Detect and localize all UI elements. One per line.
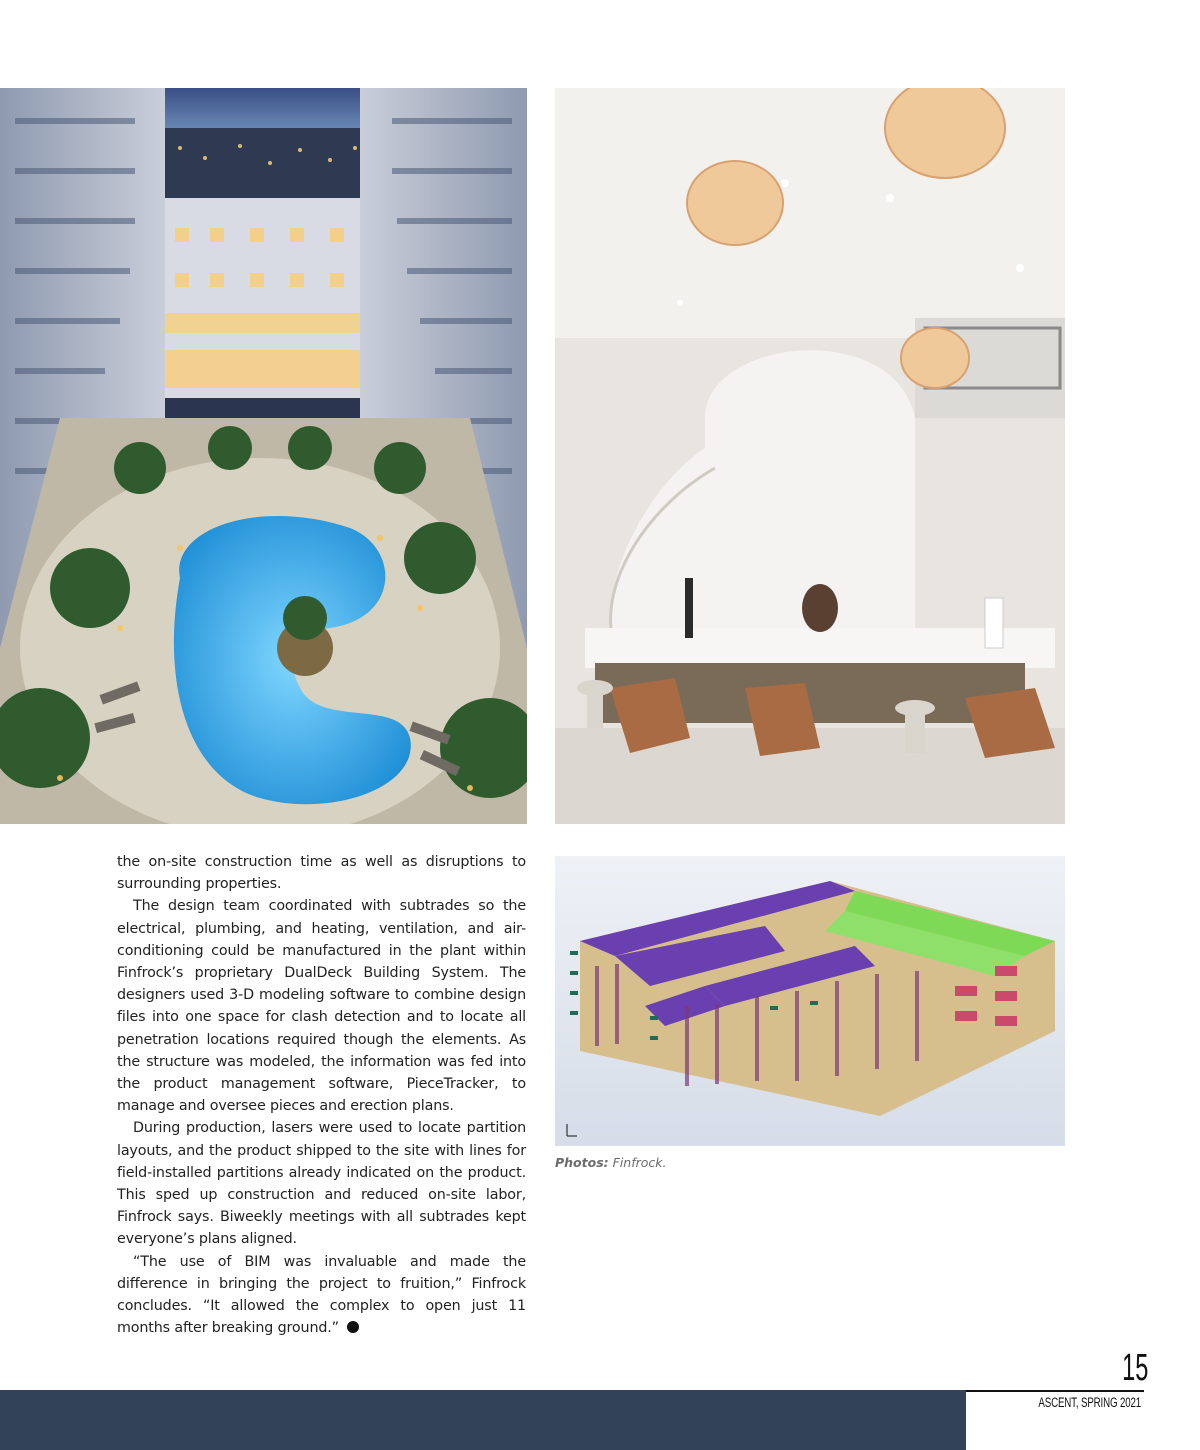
article-closing-text: “The use of BIM was invaluable and made the difference in bringing the project to fruition,” Finfrock concludes. “It allowed the complex to open just 11 months after breaking ground.” xyxy=(117,1253,526,1337)
article-body xyxy=(117,851,526,1339)
lobby-staircase-photo xyxy=(555,88,1065,824)
lobby-illustration xyxy=(555,88,1065,824)
footer-color-bar xyxy=(0,1390,966,1450)
caption-label: Photos: xyxy=(555,1155,609,1170)
article-paragraph: During production, lasers were used to locate partition layouts, and the product shipped to the site with lines for field-installed partitions already indicated on the product. This sped up construction and reduced on-site labor, Finfrock says. Biweekly meetings with all subtrades kept everyone’s plans aligned. xyxy=(117,1120,526,1248)
courtyard-pool-illustration xyxy=(0,88,527,824)
photo-caption xyxy=(555,1155,667,1170)
end-of-article-mark xyxy=(347,1321,359,1333)
bim-model-illustration xyxy=(555,856,1065,1146)
bim-model-render xyxy=(555,856,1065,1146)
page-number: 15 xyxy=(1122,1347,1149,1389)
article-paragraph: the on-site construction time as well as disruptions to surrounding properties. xyxy=(117,854,526,893)
folio-divider xyxy=(966,1390,1144,1392)
courtyard-pool-photo xyxy=(0,88,527,824)
publication-folio: ASCENT, SPRING 2021 xyxy=(1038,1395,1141,1410)
caption-credit: Finfrock. xyxy=(612,1155,667,1170)
article-closing-paragraph xyxy=(117,1251,526,1340)
article-paragraph: The design team coordinated with subtrades so the electrical, plumbing, and heating, ventilation, and air-conditioning could be manufactured in the plant within Finfrock’s proprietary DualDeck Building System. The designers used 3-D modeling software to combine design files into one space for clash detection and to locate all penetration locations required though the elements. As the structure was modeled, the information was fed into the product management software, PieceTracker, to manage and oversee pieces and erection plans. xyxy=(117,898,526,1115)
